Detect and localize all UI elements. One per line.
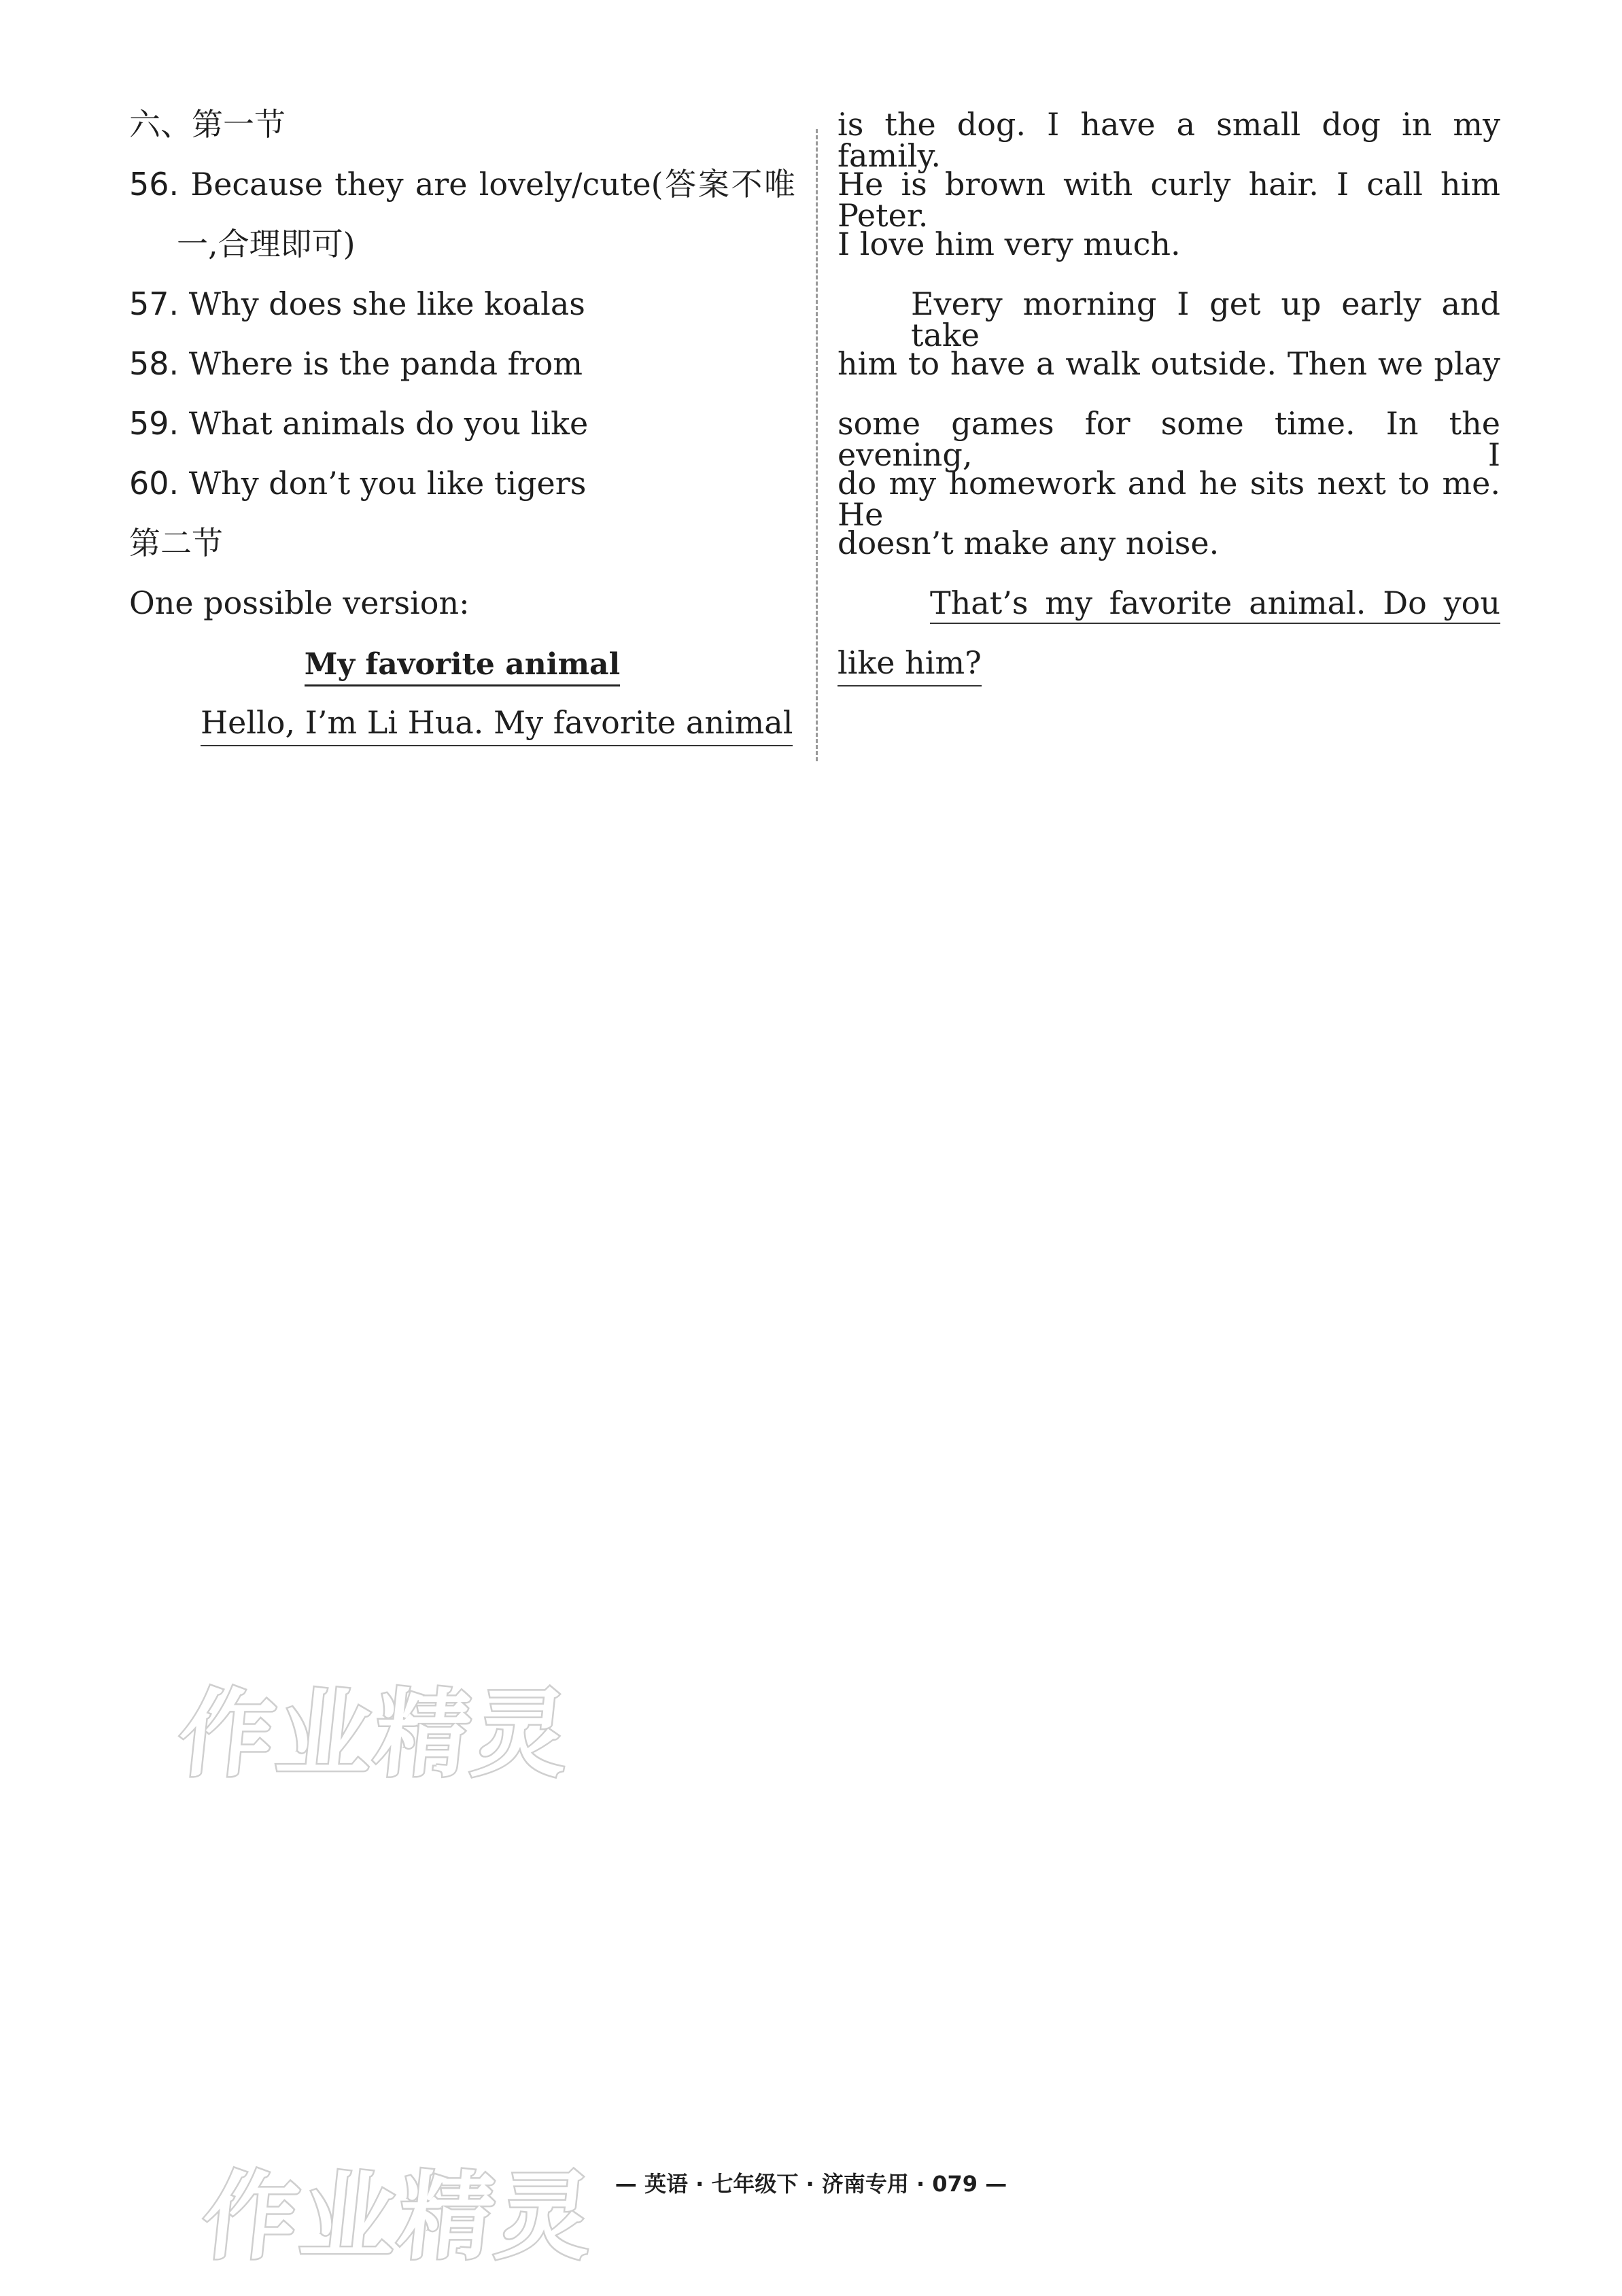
answer-number: 60. xyxy=(129,465,179,502)
answer-60 xyxy=(129,465,587,502)
answer-number: 57. xyxy=(129,285,179,322)
essay-line-9: doesn’t make any noise. xyxy=(838,525,1220,561)
answer-number: 56. xyxy=(129,166,179,203)
answer-text: Because they are lovely/cute(答案不唯 xyxy=(190,166,795,203)
essay-line-6: him to have a walk outside. Then we play xyxy=(838,345,1500,382)
answer-text: What animals do you like xyxy=(188,405,589,442)
essay-line-11 xyxy=(838,644,982,681)
essay-line-3: He is brown with curly hair. I call him Peter. xyxy=(838,166,1500,234)
essay-line-1 xyxy=(201,704,793,741)
essay-line-text: Hello, I’m Li Hua. My favorite animal xyxy=(201,704,793,746)
answer-56 xyxy=(129,166,795,203)
page-footer: — 英语 · 七年级下 · 济南专用 · 079 — xyxy=(615,2171,1007,2197)
essay-title-text: My favorite animal xyxy=(305,647,620,686)
answer-text: Where is the panda from xyxy=(188,345,583,382)
essay-line-10: That’s my favorite animal. Do you xyxy=(930,587,1500,624)
essay-line-8: do my homework and he sits next to me. He xyxy=(838,465,1500,533)
answer-number: 59. xyxy=(129,405,179,442)
essay-line-5: Every morning I get up early and take xyxy=(911,285,1500,353)
answer-59 xyxy=(129,405,589,442)
answer-57 xyxy=(129,285,585,322)
answer-number: 58. xyxy=(129,345,179,382)
essay-line-text: like him? xyxy=(838,644,982,686)
answer-text: Why don’t you like tigers xyxy=(188,465,587,502)
version-label: One possible version: xyxy=(129,585,470,621)
column-divider xyxy=(816,129,818,761)
watermark-logo: 作业精灵 xyxy=(173,1680,577,1790)
essay-line-4: I love him very much. xyxy=(838,226,1181,262)
answer-text: Why does she like koalas xyxy=(188,285,585,322)
essay-line-7: some games for some time. In the evening, I xyxy=(838,405,1500,473)
essay-title xyxy=(129,647,795,682)
essay-line-2: is the dog. I have a small dog in my family. xyxy=(838,106,1500,174)
section-heading-part2: 第二节 xyxy=(129,525,223,561)
watermark-logo-bottom: 作业精灵 xyxy=(197,2162,601,2273)
section-heading-part1: 六、第一节 xyxy=(129,106,286,143)
answer-58 xyxy=(129,345,583,382)
answer-56-continued: 一,合理即可) xyxy=(177,226,356,262)
